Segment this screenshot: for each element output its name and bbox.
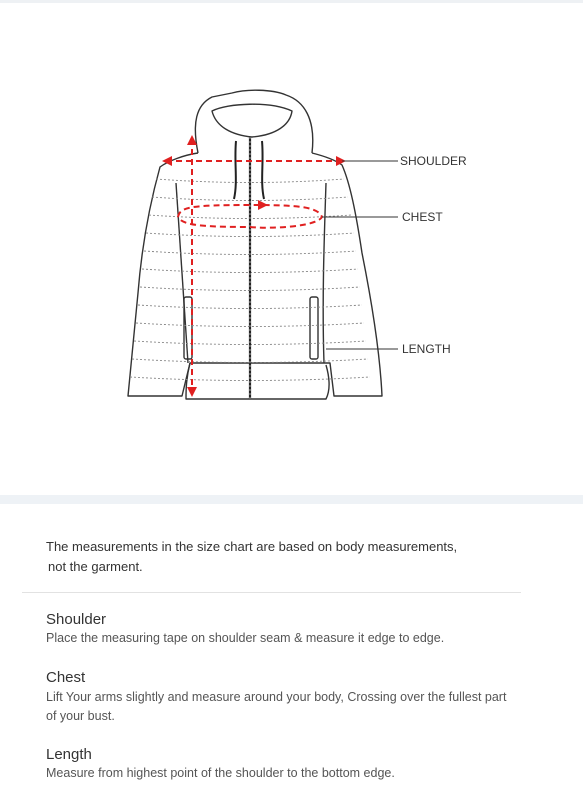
intro-note xyxy=(46,537,546,577)
intro-line-1: The measurements in the size chart are based on body measurements, xyxy=(46,539,458,554)
jacket-measurement-diagram xyxy=(0,3,583,495)
section-divider-band xyxy=(0,495,583,504)
chest-title: Chest xyxy=(46,669,86,686)
jacket-illustration xyxy=(0,3,583,495)
length-label: LENGTH xyxy=(402,342,451,356)
hem xyxy=(186,363,329,399)
intro-line-2: not the garment. xyxy=(48,559,143,574)
shoulder-title: Shoulder xyxy=(46,611,107,628)
shoulder-label: SHOULDER xyxy=(400,154,467,168)
hood-outline xyxy=(195,90,312,153)
chest-description: Lift Your arms slightly and measure around your body, Crossing over the fullest part of your bust. xyxy=(46,690,507,723)
hood-inner xyxy=(212,104,292,137)
left-sleeve-seam xyxy=(176,183,188,363)
right-pocket xyxy=(310,297,318,359)
length-description: Measure from highest point of the shoulder to the bottom edge. xyxy=(46,766,395,780)
content-divider xyxy=(22,592,521,593)
length-title: Length xyxy=(46,746,92,763)
label-leaders xyxy=(322,161,398,349)
right-sleeve-seam xyxy=(323,183,326,363)
chest-label: CHEST xyxy=(402,210,443,224)
jacket-body-outline xyxy=(128,153,382,396)
shoulder-description: Place the measuring tape on shoulder seam & measure it edge to edge. xyxy=(46,631,445,645)
